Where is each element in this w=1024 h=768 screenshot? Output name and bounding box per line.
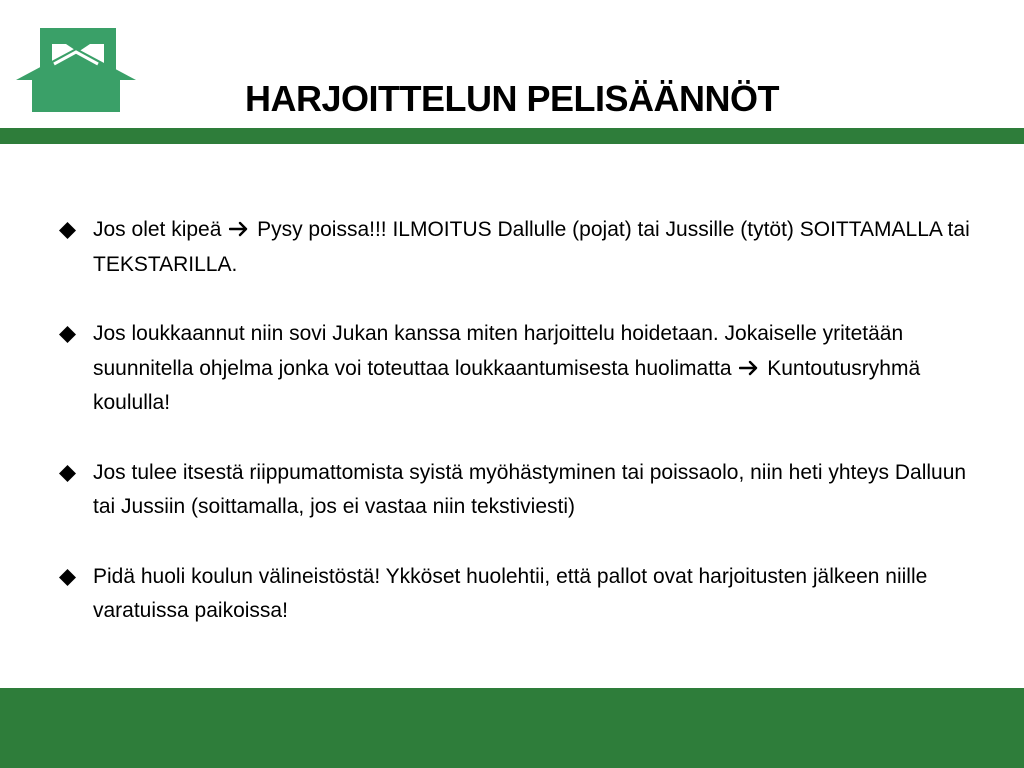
list-item xyxy=(58,317,978,421)
bullet-text-part: Jos olet kipeä xyxy=(93,218,228,241)
bullet-text: Pidä huoli koulun välineistöstä! Ykköset huolehtii, että pallot ovat harjoitusten jälkeen niille varatuissa paikoissa! xyxy=(93,564,928,622)
black-diamond-icon xyxy=(59,222,76,239)
rules-list xyxy=(58,213,978,664)
black-diamond-icon xyxy=(59,569,76,586)
list-item xyxy=(58,560,978,629)
list-item xyxy=(58,213,978,282)
black-diamond-icon xyxy=(59,465,76,482)
black-diamond-icon xyxy=(59,326,76,343)
bullet-text-part: Kuntoutusryhmä koululla! xyxy=(93,356,921,414)
bullet-text-part: Jos loukkaannut niin sovi Jukan kanssa miten harjoittelu hoidetaan. Jokaiselle yritetään suunnitella ohjelma jonka voi toteuttaa loukkaantumisesta huolimatta xyxy=(93,322,904,380)
title-divider xyxy=(0,128,1024,144)
list-item xyxy=(58,456,978,525)
footer-band xyxy=(0,688,1024,768)
bullet-text-part: Pysy poissa!!! ILMOITUS Dallulle (pojat) tai Jussille (tytöt) SOITTAMALLA tai TEKSTARILLA. xyxy=(93,218,970,276)
right-arrow-icon xyxy=(739,360,759,376)
page-title: HARJOITTELUN PELISÄÄNNÖT xyxy=(244,78,779,119)
bullet-text: Jos tulee itsestä riippumattomista syistä myöhästyminen tai poissaolo, niin heti yhteys Dalluun tai Jussiin (soittamalla, jos ei vastaa niin tekstiviesti) xyxy=(93,460,967,518)
right-arrow-icon xyxy=(229,221,249,237)
